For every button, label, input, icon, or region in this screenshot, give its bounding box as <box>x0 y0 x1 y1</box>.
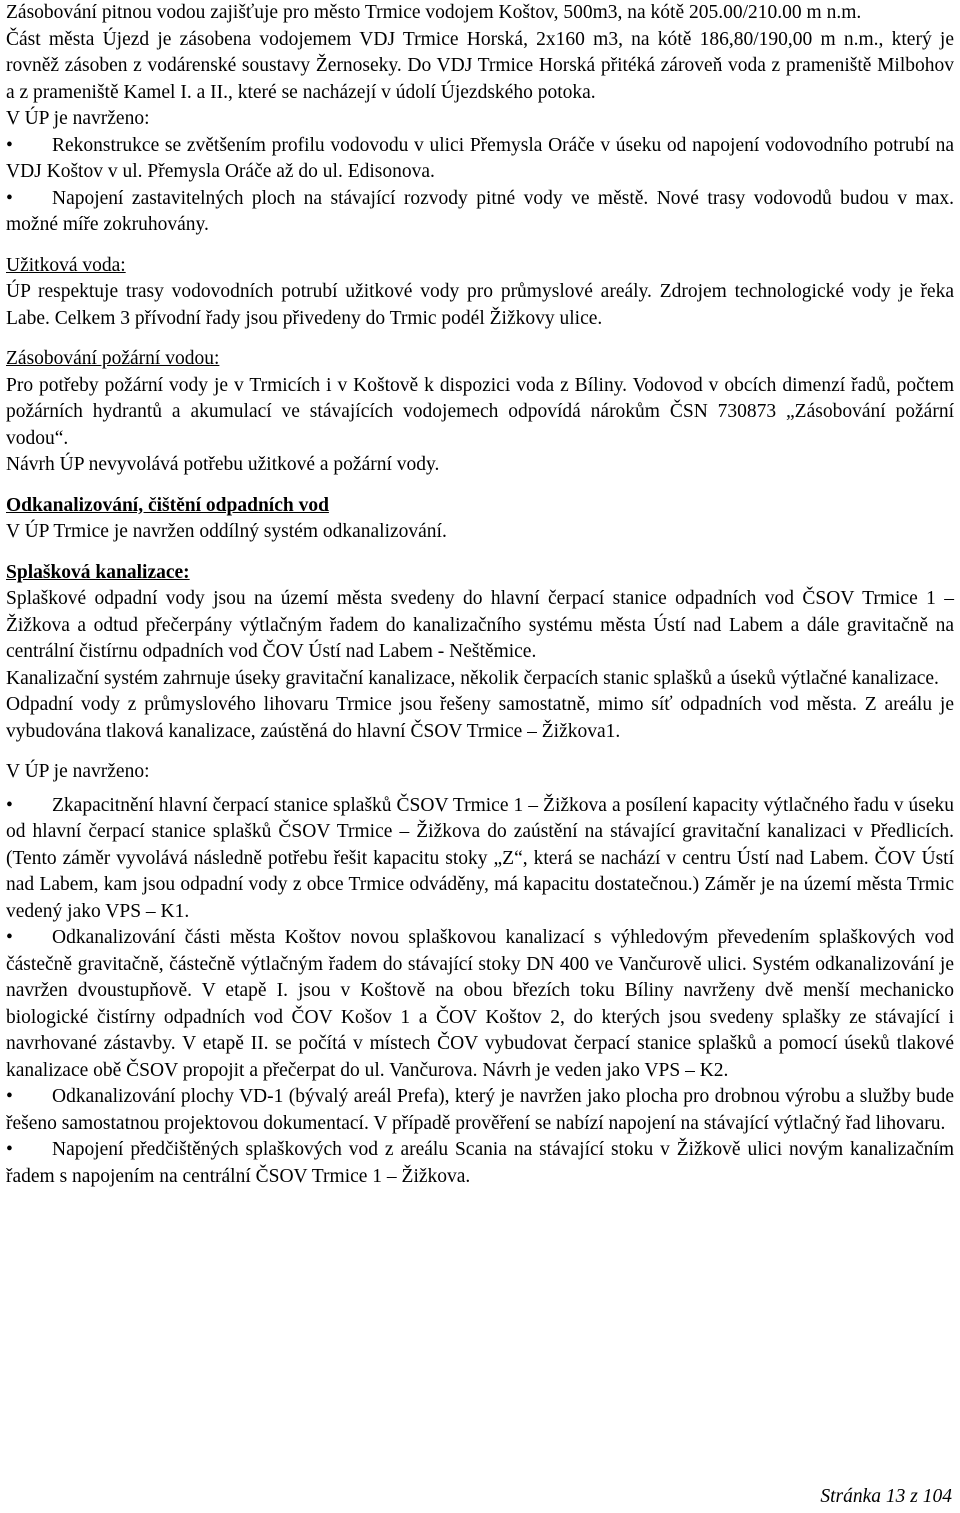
splaskova-paragraph: Kanalizační systém zahrnuje úseky gravitační kanalizace, několik čerpacích stanic splašků a úseků výtlačné kanalizace. <box>6 667 939 689</box>
bullet-icon: • <box>6 794 13 816</box>
bullet-icon: • <box>6 187 13 209</box>
intro-navrh-label: V ÚP je navrženo: <box>6 108 150 129</box>
pozarni-text-2: Návrh ÚP nevyvolává potřebu užitkové a požární vody. <box>6 454 440 475</box>
pozarni-text: Pro potřeby požární vody je v Trmicích i v Koštově k dispozici voda z Bíliny. Vodovod v obcích dimenzí řadů, počtem požárních hydrantů a akumulací ve stávajících vodojemech odpovídá nárokům ČSN 730873 „Zásobování požární vodou“. <box>6 374 954 449</box>
footer-total-pages: 104 <box>922 1486 952 1507</box>
bullet-icon: • <box>6 1086 13 1107</box>
splaskova-paragraph: Splaškové odpadní vody jsou na území města svedeny do hlavní čerpací stanice odpadních vod ČSOV Trmice 1 – Žižkova a odtud přečerpány výtlačným řadem do kanalizačního systému města Ústí nad Labem a dále gravitačně na centrální čistírnu odpadních vod ČOV Ústí nad Labem - Neštěmice. <box>6 588 954 662</box>
list-item: • Odkanalizování plochy VD-1 (bývalý areál Prefa), který je navržen jako plocha pro drobnou výrobu a služby bude řešeno samostatnou projektovou dokumentací. V případě prověření se nabízí napojení na stávající výtlačný řad lihovaru. <box>6 1086 954 1134</box>
pitna-bullet-list <box>6 133 954 239</box>
bullet-icon: • <box>6 134 13 156</box>
splaskova-bullet-list <box>6 793 954 1191</box>
footer-label: Stránka <box>820 1486 882 1507</box>
splaskova-heading: Splašková kanalizace: <box>6 561 190 583</box>
uzitkova-text: ÚP respektuje trasy vodovodních potrubí užitkové vody pro průmyslové areály. Zdrojem technologické vody je řeka Labe. Celkem 3 přívodní řady jsou přivedeny do Trmic podél Žižkovy ulice. <box>6 281 954 329</box>
pozarni-heading: Zásobování požární vodou: <box>6 348 220 369</box>
uzitkova-heading: Užitková voda: <box>6 254 126 276</box>
bullet-icon: • <box>6 927 13 948</box>
list-item: • Zkapacitnění hlavní čerpací stanice splašků ČSOV Trmice 1 – Žižkova a posílení kapacity výtlačného řadu v úseku od hlavní čerpací stanice splašků ČSOV Trmice – Žižkova do zaústění na stávající gravitační kanalizaci v Předlicích. (Tento záměr vyvolává následně potřebu řešit kapacitu stoky „Z“, která se nachází v centru Ústí nad Labem. ČOV Ústí nad Labem, kam jsou odpadní vody z obce Trmice odváděny, má kapacitu dostatečnou.) Záměr je na území města Trmic vedený jako VPS – K1. <box>6 794 954 922</box>
list-item: • Napojení zastavitelných ploch na stávající rozvody pitné vody ve městě. Nové trasy vodovodů budou v max. možné míře zokruhovány. <box>6 187 954 235</box>
page-footer <box>820 1484 952 1511</box>
bullet-icon: • <box>6 1139 13 1160</box>
list-item: • Rekonstrukce se zvětšením profilu vodovodu v ulici Přemysla Oráče v úseku od napojení vodovodního potrubí na VDJ Koštov v ul. Přemysla Oráče až do ul. Edisonova. <box>6 134 954 182</box>
footer-page-number: 13 <box>885 1486 906 1507</box>
footer-sep: z <box>910 1486 918 1507</box>
splaskova-navrh-label: V ÚP je navrženo: <box>6 761 150 782</box>
intro-paragraph: Zásobování pitnou vodou zajišťuje pro město Trmice vodojem Koštov, 500m3, na kótě 205.00/210.00 m n.m. <box>6 2 862 23</box>
odkanalizovani-heading: Odkanalizování, čištění odpadních vod <box>6 494 329 516</box>
splaskova-paragraph: Odpadní vody z průmyslového lihovaru Trmice jsou řešeny samostatně, mimo síť odpadních vod města. Z areálu je vybudována tlaková kanalizace, zaústěná do hlavní ČSOV Trmice – Žižkova1. <box>6 694 954 742</box>
list-item: • Napojení předčištěných splaškových vod z areálu Scania na stávající stoku v Žižkově ulici novým kanalizačním řadem s napojením na centrální ČSOV Trmice 1 – Žižkova. <box>6 1139 954 1187</box>
intro-paragraph: Část města Újezd je zásobena vodojemem VDJ Trmice Horská, 2x160 m3, na kótě 186,80/190,00 m n.m., který je rovněž zásoben z vodárenské soustavy Žernoseky. Do VDJ Trmice Horská přitéká zároveň voda z prameniště Milbohov a z prameniště Kamel I. a II., které se nacházejí v údolí Újezdského potoka. <box>6 28 954 103</box>
odkanalizovani-text: V ÚP Trmice je navržen oddílný systém odkanalizování. <box>6 521 447 542</box>
document-page <box>6 0 954 1190</box>
list-item: • Odkanalizování části města Koštov novou splaškovou kanalizací s výhledovým převedením splaškových vod částečně gravitačně, částečně výtlačným řadem do stávající stoky DN 400 ve Vančurově ulici. Systém odkanalizování je navržen dvoustupňově. V etapě I. jsou v Koštově na obou březích toku Bíliny navrženy dvě menší mechanicko biologické čistírny odpadních vod ČOV Košov 1 a ČOV Koštov 2, do kterých jsou svedeny splašky ze stávající i navrhované zástavby. V etapě II. se počítá v místech ČOV vybudovat čerpací stanice splašků a pomocí úseků tlakové kanalizace obě ČSOV propojit a přečerpat do ul. Vančurova. Návrh je veden jako VPS – K2. <box>6 927 954 1081</box>
